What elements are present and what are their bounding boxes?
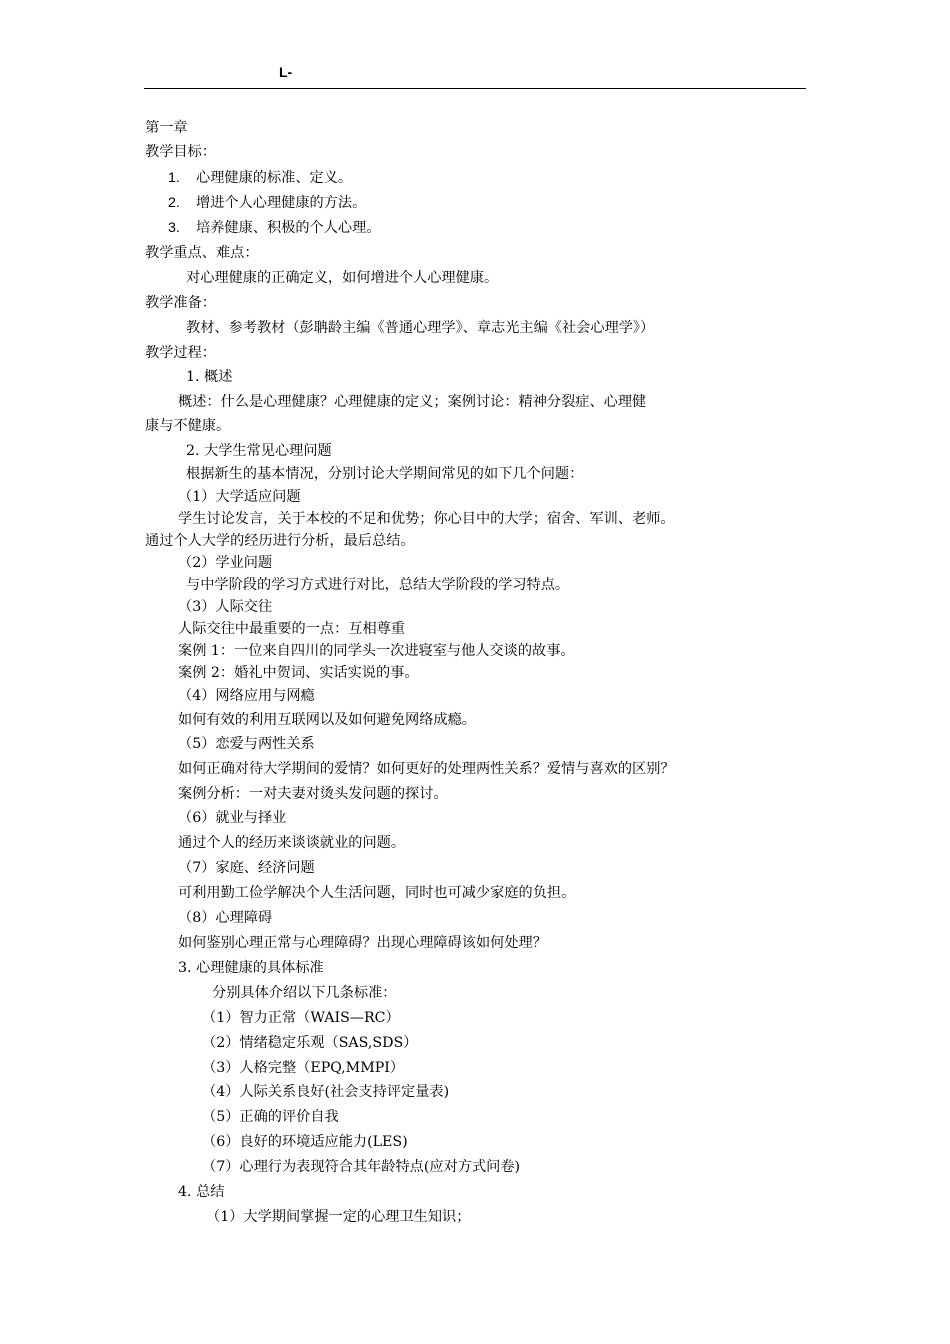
paragraph-line: 通过个人大学的经历进行分析，最后总结。 xyxy=(145,533,415,549)
topic-heading: （3）人际交往 xyxy=(178,599,273,615)
subsection-heading: 1. 概述 xyxy=(186,369,233,385)
list-text: 增进个人心理健康的方法。 xyxy=(196,195,367,211)
header-rule xyxy=(144,88,806,89)
topic-heading: （6）就业与择业 xyxy=(178,810,287,826)
paragraph-line: 概述：什么是心理健康？心理健康的定义；案例讨论：精神分裂症、心理健 xyxy=(178,394,647,410)
paragraph-line: 教材、参考教材（彭聃龄主编《普通心理学》、章志光主编《社会心理学》） xyxy=(186,320,655,336)
paragraph-line: 根据新生的基本情况，分别讨论大学期间常见的如下几个问题： xyxy=(186,466,584,482)
topic-heading: （7）家庭、经济问题 xyxy=(178,860,315,876)
list-item xyxy=(168,193,366,213)
topic-heading: （4）网络应用与网瘾 xyxy=(178,688,315,704)
paragraph-line: 分别具体介绍以下几条标准： xyxy=(212,985,397,1001)
section-heading: 教学准备： xyxy=(145,295,216,311)
standard-item: （6）良好的环境适应能力(LES) xyxy=(202,1134,408,1150)
list-number: 1. xyxy=(168,170,180,186)
section-heading: 教学目标： xyxy=(145,144,216,160)
subsection-heading: 3. 心理健康的具体标准 xyxy=(178,960,324,976)
topic-heading: （5）恋爱与两性关系 xyxy=(178,736,315,752)
paragraph-line: 如何正确对待大学期间的爱情？如何更好的处理两性关系？爱情与喜欢的区别？ xyxy=(178,761,675,777)
standard-item: （5）正确的评价自我 xyxy=(202,1109,339,1125)
paragraph-line: 通过个人的经历来谈谈就业的问题。 xyxy=(178,835,406,851)
standard-item: （3）人格完整（EPQ,MMPI） xyxy=(202,1060,405,1076)
list-text: 心理健康的标准、定义。 xyxy=(196,170,353,186)
paragraph-line: 案例 1：一位来自四川的同学头一次进寝室与他人交谈的故事。 xyxy=(178,643,575,659)
paragraph-line: 如何有效的利用互联网以及如何避免网络成瘾。 xyxy=(178,712,476,728)
paragraph-line: 对心理健康的正确定义，如何增进个人心理健康。 xyxy=(186,270,499,286)
paragraph-line: 如何鉴别心理正常与心理障碍？出现心理障碍该如何处理？ xyxy=(178,935,547,951)
list-item xyxy=(168,218,380,238)
list-number: 2. xyxy=(168,195,180,211)
paragraph-line: 案例分析：一对夫妻对烫头发问题的探讨。 xyxy=(178,786,448,802)
header-mark: L- xyxy=(279,64,293,80)
paragraph-line: 与中学阶段的学习方式进行对比，总结大学阶段的学习特点。 xyxy=(186,577,570,593)
list-text: 培养健康、积极的个人心理。 xyxy=(196,220,381,236)
standard-item: （4）人际关系良好(社会支持评定量表) xyxy=(202,1084,450,1100)
summary-item: （1）大学期间掌握一定的心理卫生知识； xyxy=(206,1209,471,1225)
paragraph-line: 可利用勤工俭学解决个人生活问题，同时也可减少家庭的负担。 xyxy=(178,885,576,901)
paragraph-line: 康与不健康。 xyxy=(145,418,231,434)
standard-item: （2）情绪稳定乐观（SAS,SDS） xyxy=(202,1035,418,1051)
list-item xyxy=(168,168,352,188)
topic-heading: （8）心理障碍 xyxy=(178,910,273,926)
topic-heading: （2）学业问题 xyxy=(178,555,273,571)
paragraph-line: 人际交往中最重要的一点：互相尊重 xyxy=(178,621,406,637)
section-heading: 教学重点、难点： xyxy=(145,245,259,261)
paragraph-line: 案例 2：婚礼中贺词、实话实说的事。 xyxy=(178,665,419,681)
standard-item: （1）智力正常（WAIS—RC） xyxy=(202,1010,400,1026)
subsection-heading: 4. 总结 xyxy=(178,1184,225,1200)
list-number: 3. xyxy=(168,220,180,236)
section-heading: 教学过程： xyxy=(145,345,216,361)
standard-item: （7）心理行为表现符合其年龄特点(应对方式问卷) xyxy=(202,1159,521,1175)
chapter-title: 第一章 xyxy=(145,120,188,136)
paragraph-line: 学生讨论发言，关于本校的不足和优势；你心目中的大学；宿舍、军训、老师。 xyxy=(178,511,675,527)
topic-heading: （1）大学适应问题 xyxy=(178,489,301,505)
subsection-heading: 2. 大学生常见心理问题 xyxy=(186,443,332,459)
